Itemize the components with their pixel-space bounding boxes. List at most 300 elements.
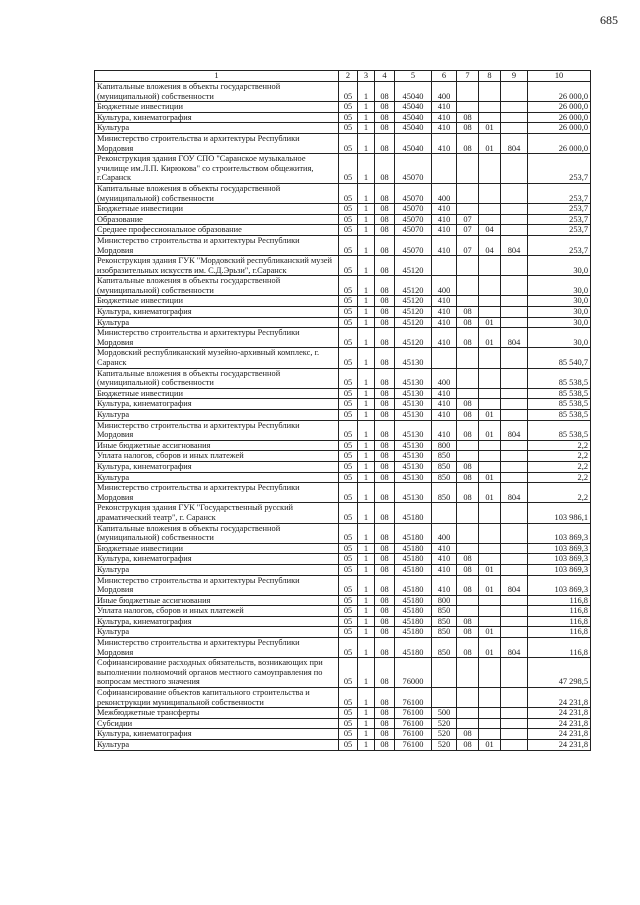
ministry-cell: 804 [501, 328, 528, 348]
expense-type-cell: 410 [432, 328, 457, 348]
section-cell: 08 [457, 638, 479, 658]
expense-type-cell [432, 256, 457, 276]
subsection-cell: 01 [479, 483, 501, 503]
item-name-cell: Капитальные вложения в объекты государственной (муниципальной) собственности [95, 523, 339, 543]
table-row [95, 483, 591, 503]
code-cell: 1 [358, 616, 375, 627]
code-cell: 08 [375, 214, 395, 225]
ministry-cell [501, 718, 528, 729]
target-code-cell: 45130 [395, 483, 432, 503]
table-row [95, 451, 591, 462]
target-code-cell: 45130 [395, 461, 432, 472]
section-cell [457, 543, 479, 554]
item-name-cell: Министерство строительства и архитектуры Республики Мордовия [95, 483, 339, 503]
section-cell: 08 [457, 112, 479, 123]
code-cell: 08 [375, 154, 395, 184]
code-cell: 05 [339, 410, 358, 421]
section-cell: 08 [457, 317, 479, 328]
target-code-cell: 45120 [395, 256, 432, 276]
ministry-cell [501, 461, 528, 472]
code-cell: 05 [339, 451, 358, 462]
table-row [95, 718, 591, 729]
table-row [95, 575, 591, 595]
code-cell: 1 [358, 688, 375, 708]
target-code-cell: 45130 [395, 472, 432, 483]
code-cell: 05 [339, 483, 358, 503]
code-cell: 05 [339, 708, 358, 719]
section-cell: 08 [457, 616, 479, 627]
code-cell: 1 [358, 317, 375, 328]
code-cell: 08 [375, 483, 395, 503]
ministry-cell [501, 102, 528, 113]
code-cell: 1 [358, 154, 375, 184]
item-name-cell: Культура [95, 123, 339, 134]
amount-cell: 253,7 [528, 183, 591, 203]
subsection-cell: 01 [479, 627, 501, 638]
subsection-cell: 01 [479, 740, 501, 751]
item-name-cell: Мордовский республиканский музейно-архивный комплекс, г. Саранск [95, 348, 339, 368]
amount-cell: 103 986,1 [528, 503, 591, 523]
target-code-cell: 45040 [395, 112, 432, 123]
subsection-cell [479, 708, 501, 719]
ministry-cell [501, 112, 528, 123]
amount-cell: 30,0 [528, 317, 591, 328]
item-name-cell: Культура, кинематография [95, 307, 339, 318]
code-cell: 05 [339, 523, 358, 543]
subsection-cell: 01 [479, 317, 501, 328]
subsection-cell: 01 [479, 410, 501, 421]
target-code-cell: 76100 [395, 740, 432, 751]
ministry-cell [501, 276, 528, 296]
item-name-cell: Уплата налогов, сборов и иных платежей [95, 606, 339, 617]
code-cell: 05 [339, 235, 358, 255]
code-cell: 08 [375, 328, 395, 348]
subsection-cell [479, 503, 501, 523]
amount-cell: 26 000,0 [528, 82, 591, 102]
target-code-cell: 45130 [395, 420, 432, 440]
ministry-cell: 804 [501, 235, 528, 255]
code-cell: 08 [375, 410, 395, 421]
section-cell: 07 [457, 235, 479, 255]
table-row [95, 503, 591, 523]
item-name-cell: Софинансирование объектов капитального строительства и реконструкции муниципальной собственности [95, 688, 339, 708]
amount-cell: 85 538,5 [528, 399, 591, 410]
code-cell: 08 [375, 554, 395, 565]
amount-cell: 30,0 [528, 307, 591, 318]
target-code-cell: 45120 [395, 307, 432, 318]
section-cell: 08 [457, 328, 479, 348]
target-code-cell: 45070 [395, 225, 432, 236]
code-cell: 1 [358, 543, 375, 554]
ministry-cell [501, 368, 528, 388]
amount-cell: 103 869,3 [528, 554, 591, 565]
code-cell: 1 [358, 183, 375, 203]
target-code-cell: 45070 [395, 183, 432, 203]
table-row [95, 328, 591, 348]
amount-cell: 253,7 [528, 214, 591, 225]
amount-cell: 85 538,5 [528, 388, 591, 399]
code-cell: 1 [358, 123, 375, 134]
code-cell: 1 [358, 523, 375, 543]
code-cell: 05 [339, 123, 358, 134]
amount-cell: 24 231,8 [528, 718, 591, 729]
code-cell: 05 [339, 82, 358, 102]
amount-cell: 24 231,8 [528, 729, 591, 740]
expense-type-cell: 410 [432, 214, 457, 225]
amount-cell: 85 538,5 [528, 420, 591, 440]
column-header: 5 [395, 71, 432, 82]
code-cell: 08 [375, 461, 395, 472]
code-cell: 1 [358, 112, 375, 123]
section-cell: 08 [457, 133, 479, 153]
code-cell: 1 [358, 388, 375, 399]
section-cell [457, 595, 479, 606]
table-row [95, 102, 591, 113]
code-cell: 05 [339, 688, 358, 708]
expense-type-cell: 400 [432, 523, 457, 543]
target-code-cell: 45120 [395, 296, 432, 307]
target-code-cell: 45120 [395, 276, 432, 296]
code-cell: 1 [358, 627, 375, 638]
expense-type-cell: 850 [432, 483, 457, 503]
expense-type-cell: 410 [432, 296, 457, 307]
target-code-cell: 45130 [395, 410, 432, 421]
table-row [95, 616, 591, 627]
item-name-cell: Культура, кинематография [95, 461, 339, 472]
table-row [95, 658, 591, 688]
target-code-cell: 45070 [395, 204, 432, 215]
amount-cell: 253,7 [528, 154, 591, 184]
section-cell: 07 [457, 225, 479, 236]
table-row [95, 410, 591, 421]
code-cell: 05 [339, 420, 358, 440]
subsection-cell: 01 [479, 133, 501, 153]
table-row [95, 729, 591, 740]
code-cell: 05 [339, 256, 358, 276]
column-header: 7 [457, 71, 479, 82]
code-cell: 08 [375, 296, 395, 307]
expense-type-cell [432, 688, 457, 708]
amount-cell: 30,0 [528, 328, 591, 348]
ministry-cell [501, 296, 528, 307]
subsection-cell [479, 440, 501, 451]
amount-cell: 116,8 [528, 638, 591, 658]
ministry-cell [501, 688, 528, 708]
amount-cell: 116,8 [528, 595, 591, 606]
expense-type-cell: 410 [432, 133, 457, 153]
target-code-cell: 45180 [395, 503, 432, 523]
code-cell: 05 [339, 564, 358, 575]
code-cell: 05 [339, 307, 358, 318]
expense-type-cell: 410 [432, 575, 457, 595]
section-cell [457, 606, 479, 617]
expense-type-cell: 410 [432, 123, 457, 134]
expense-type-cell: 410 [432, 388, 457, 399]
column-header: 1 [95, 71, 339, 82]
code-cell: 1 [358, 440, 375, 451]
column-header: 6 [432, 71, 457, 82]
amount-cell: 85 538,5 [528, 368, 591, 388]
code-cell: 05 [339, 658, 358, 688]
subsection-cell [479, 523, 501, 543]
ministry-cell [501, 154, 528, 184]
code-cell: 05 [339, 729, 358, 740]
target-code-cell: 45130 [395, 388, 432, 399]
item-name-cell: Культура [95, 410, 339, 421]
ministry-cell: 804 [501, 575, 528, 595]
section-cell: 08 [457, 461, 479, 472]
ministry-cell [501, 554, 528, 565]
page-number: 685 [600, 13, 618, 27]
ministry-cell [501, 658, 528, 688]
code-cell: 05 [339, 718, 358, 729]
target-code-cell: 45040 [395, 123, 432, 134]
amount-cell: 2,2 [528, 483, 591, 503]
table-row [95, 688, 591, 708]
amount-cell: 26 000,0 [528, 123, 591, 134]
column-header: 10 [528, 71, 591, 82]
table-row [95, 225, 591, 236]
target-code-cell: 45180 [395, 627, 432, 638]
expense-type-cell: 800 [432, 440, 457, 451]
code-cell: 05 [339, 440, 358, 451]
expense-type-cell [432, 348, 457, 368]
subsection-cell [479, 688, 501, 708]
subsection-cell: 01 [479, 123, 501, 134]
target-code-cell: 45180 [395, 638, 432, 658]
expense-type-cell: 400 [432, 368, 457, 388]
code-cell: 1 [358, 102, 375, 113]
expense-type-cell: 410 [432, 564, 457, 575]
section-cell [457, 276, 479, 296]
item-name-cell: Реконструкция здания ГУК "Государственный русский драматический театр", г. Саранск [95, 503, 339, 523]
expense-type-cell: 520 [432, 729, 457, 740]
amount-cell: 26 000,0 [528, 133, 591, 153]
code-cell: 05 [339, 154, 358, 184]
subsection-cell: 01 [479, 564, 501, 575]
table-body [95, 82, 591, 751]
code-cell: 1 [358, 606, 375, 617]
subsection-cell: 01 [479, 575, 501, 595]
target-code-cell: 76100 [395, 708, 432, 719]
target-code-cell: 76000 [395, 658, 432, 688]
code-cell: 08 [375, 368, 395, 388]
item-name-cell: Культура, кинематография [95, 729, 339, 740]
ministry-cell [501, 708, 528, 719]
ministry-cell [501, 729, 528, 740]
code-cell: 08 [375, 627, 395, 638]
amount-cell: 103 869,3 [528, 564, 591, 575]
table-header-row [95, 71, 591, 82]
section-cell: 08 [457, 420, 479, 440]
subsection-cell: 04 [479, 235, 501, 255]
code-cell: 1 [358, 564, 375, 575]
subsection-cell [479, 461, 501, 472]
ministry-cell [501, 348, 528, 368]
code-cell: 05 [339, 214, 358, 225]
ministry-cell: 804 [501, 638, 528, 658]
subsection-cell [479, 595, 501, 606]
code-cell: 05 [339, 616, 358, 627]
code-cell: 1 [358, 410, 375, 421]
code-cell: 08 [375, 718, 395, 729]
code-cell: 05 [339, 472, 358, 483]
item-name-cell: Культура [95, 317, 339, 328]
target-code-cell: 45120 [395, 317, 432, 328]
target-code-cell: 45180 [395, 523, 432, 543]
code-cell: 1 [358, 214, 375, 225]
table-row [95, 461, 591, 472]
ministry-cell: 804 [501, 133, 528, 153]
subsection-cell [479, 729, 501, 740]
subsection-cell [479, 388, 501, 399]
code-cell: 1 [358, 235, 375, 255]
item-name-cell: Бюджетные инвестиции [95, 543, 339, 554]
amount-cell: 2,2 [528, 451, 591, 462]
table-row [95, 595, 591, 606]
subsection-cell [479, 718, 501, 729]
amount-cell: 253,7 [528, 225, 591, 236]
ministry-cell [501, 595, 528, 606]
amount-cell: 26 000,0 [528, 112, 591, 123]
code-cell: 08 [375, 708, 395, 719]
code-cell: 08 [375, 688, 395, 708]
table-row [95, 183, 591, 203]
expense-type-cell: 800 [432, 595, 457, 606]
subsection-cell [479, 214, 501, 225]
code-cell: 05 [339, 183, 358, 203]
item-name-cell: Бюджетные инвестиции [95, 296, 339, 307]
code-cell: 05 [339, 575, 358, 595]
code-cell: 05 [339, 399, 358, 410]
code-cell: 08 [375, 317, 395, 328]
code-cell: 1 [358, 658, 375, 688]
table-row [95, 204, 591, 215]
code-cell: 08 [375, 123, 395, 134]
item-name-cell: Бюджетные инвестиции [95, 388, 339, 399]
table-row [95, 740, 591, 751]
code-cell: 1 [358, 708, 375, 719]
expense-type-cell [432, 658, 457, 688]
subsection-cell [479, 276, 501, 296]
section-cell [457, 256, 479, 276]
table-row [95, 440, 591, 451]
subsection-cell [479, 658, 501, 688]
ministry-cell [501, 410, 528, 421]
code-cell: 1 [358, 368, 375, 388]
expense-type-cell: 400 [432, 82, 457, 102]
expense-type-cell: 520 [432, 740, 457, 751]
code-cell: 1 [358, 133, 375, 153]
section-cell: 08 [457, 307, 479, 318]
code-cell: 05 [339, 388, 358, 399]
expense-type-cell: 410 [432, 112, 457, 123]
ministry-cell [501, 307, 528, 318]
ministry-cell [501, 606, 528, 617]
section-cell [457, 658, 479, 688]
item-name-cell: Министерство строительства и архитектуры Республики Мордовия [95, 575, 339, 595]
code-cell: 08 [375, 543, 395, 554]
section-cell [457, 523, 479, 543]
code-cell: 05 [339, 112, 358, 123]
code-cell: 1 [358, 718, 375, 729]
code-cell: 05 [339, 503, 358, 523]
target-code-cell: 45120 [395, 328, 432, 348]
section-cell [457, 451, 479, 462]
ministry-cell: 804 [501, 420, 528, 440]
amount-cell: 253,7 [528, 235, 591, 255]
code-cell: 08 [375, 348, 395, 368]
section-cell: 08 [457, 123, 479, 134]
ministry-cell [501, 740, 528, 751]
subsection-cell: 04 [479, 225, 501, 236]
expense-type-cell: 850 [432, 606, 457, 617]
item-name-cell: Культура [95, 472, 339, 483]
item-name-cell: Среднее профессиональное образование [95, 225, 339, 236]
section-cell [457, 718, 479, 729]
expense-type-cell: 410 [432, 225, 457, 236]
code-cell: 05 [339, 296, 358, 307]
item-name-cell: Иные бюджетные ассигнования [95, 440, 339, 451]
item-name-cell: Министерство строительства и архитектуры Республики Мордовия [95, 133, 339, 153]
amount-cell: 103 869,3 [528, 543, 591, 554]
code-cell: 05 [339, 348, 358, 368]
table-row [95, 420, 591, 440]
subsection-cell [479, 154, 501, 184]
section-cell: 08 [457, 554, 479, 565]
item-name-cell: Культура, кинематография [95, 112, 339, 123]
code-cell: 08 [375, 112, 395, 123]
table-row [95, 154, 591, 184]
section-cell [457, 708, 479, 719]
section-cell [457, 388, 479, 399]
target-code-cell: 45180 [395, 575, 432, 595]
code-cell: 08 [375, 523, 395, 543]
target-code-cell: 45040 [395, 133, 432, 153]
item-name-cell: Капитальные вложения в объекты государственной (муниципальной) собственности [95, 82, 339, 102]
subsection-cell [479, 451, 501, 462]
code-cell: 08 [375, 420, 395, 440]
target-code-cell: 45180 [395, 595, 432, 606]
expense-type-cell: 410 [432, 399, 457, 410]
section-cell [457, 82, 479, 102]
item-name-cell: Бюджетные инвестиции [95, 204, 339, 215]
code-cell: 08 [375, 183, 395, 203]
target-code-cell: 45130 [395, 368, 432, 388]
item-name-cell: Министерство строительства и архитектуры Республики Мордовия [95, 328, 339, 348]
section-cell [457, 204, 479, 215]
target-code-cell: 45070 [395, 154, 432, 184]
code-cell: 1 [358, 483, 375, 503]
column-header: 2 [339, 71, 358, 82]
target-code-cell: 45180 [395, 543, 432, 554]
expense-type-cell: 850 [432, 451, 457, 462]
code-cell: 05 [339, 368, 358, 388]
table-row [95, 627, 591, 638]
table-row [95, 638, 591, 658]
ministry-cell [501, 204, 528, 215]
item-name-cell: Культура [95, 627, 339, 638]
ministry-cell [501, 472, 528, 483]
ministry-cell [501, 616, 528, 627]
expense-type-cell: 850 [432, 627, 457, 638]
table-row [95, 112, 591, 123]
subsection-cell [479, 82, 501, 102]
code-cell: 05 [339, 133, 358, 153]
code-cell: 1 [358, 472, 375, 483]
item-name-cell: Культура [95, 740, 339, 751]
ministry-cell [501, 399, 528, 410]
